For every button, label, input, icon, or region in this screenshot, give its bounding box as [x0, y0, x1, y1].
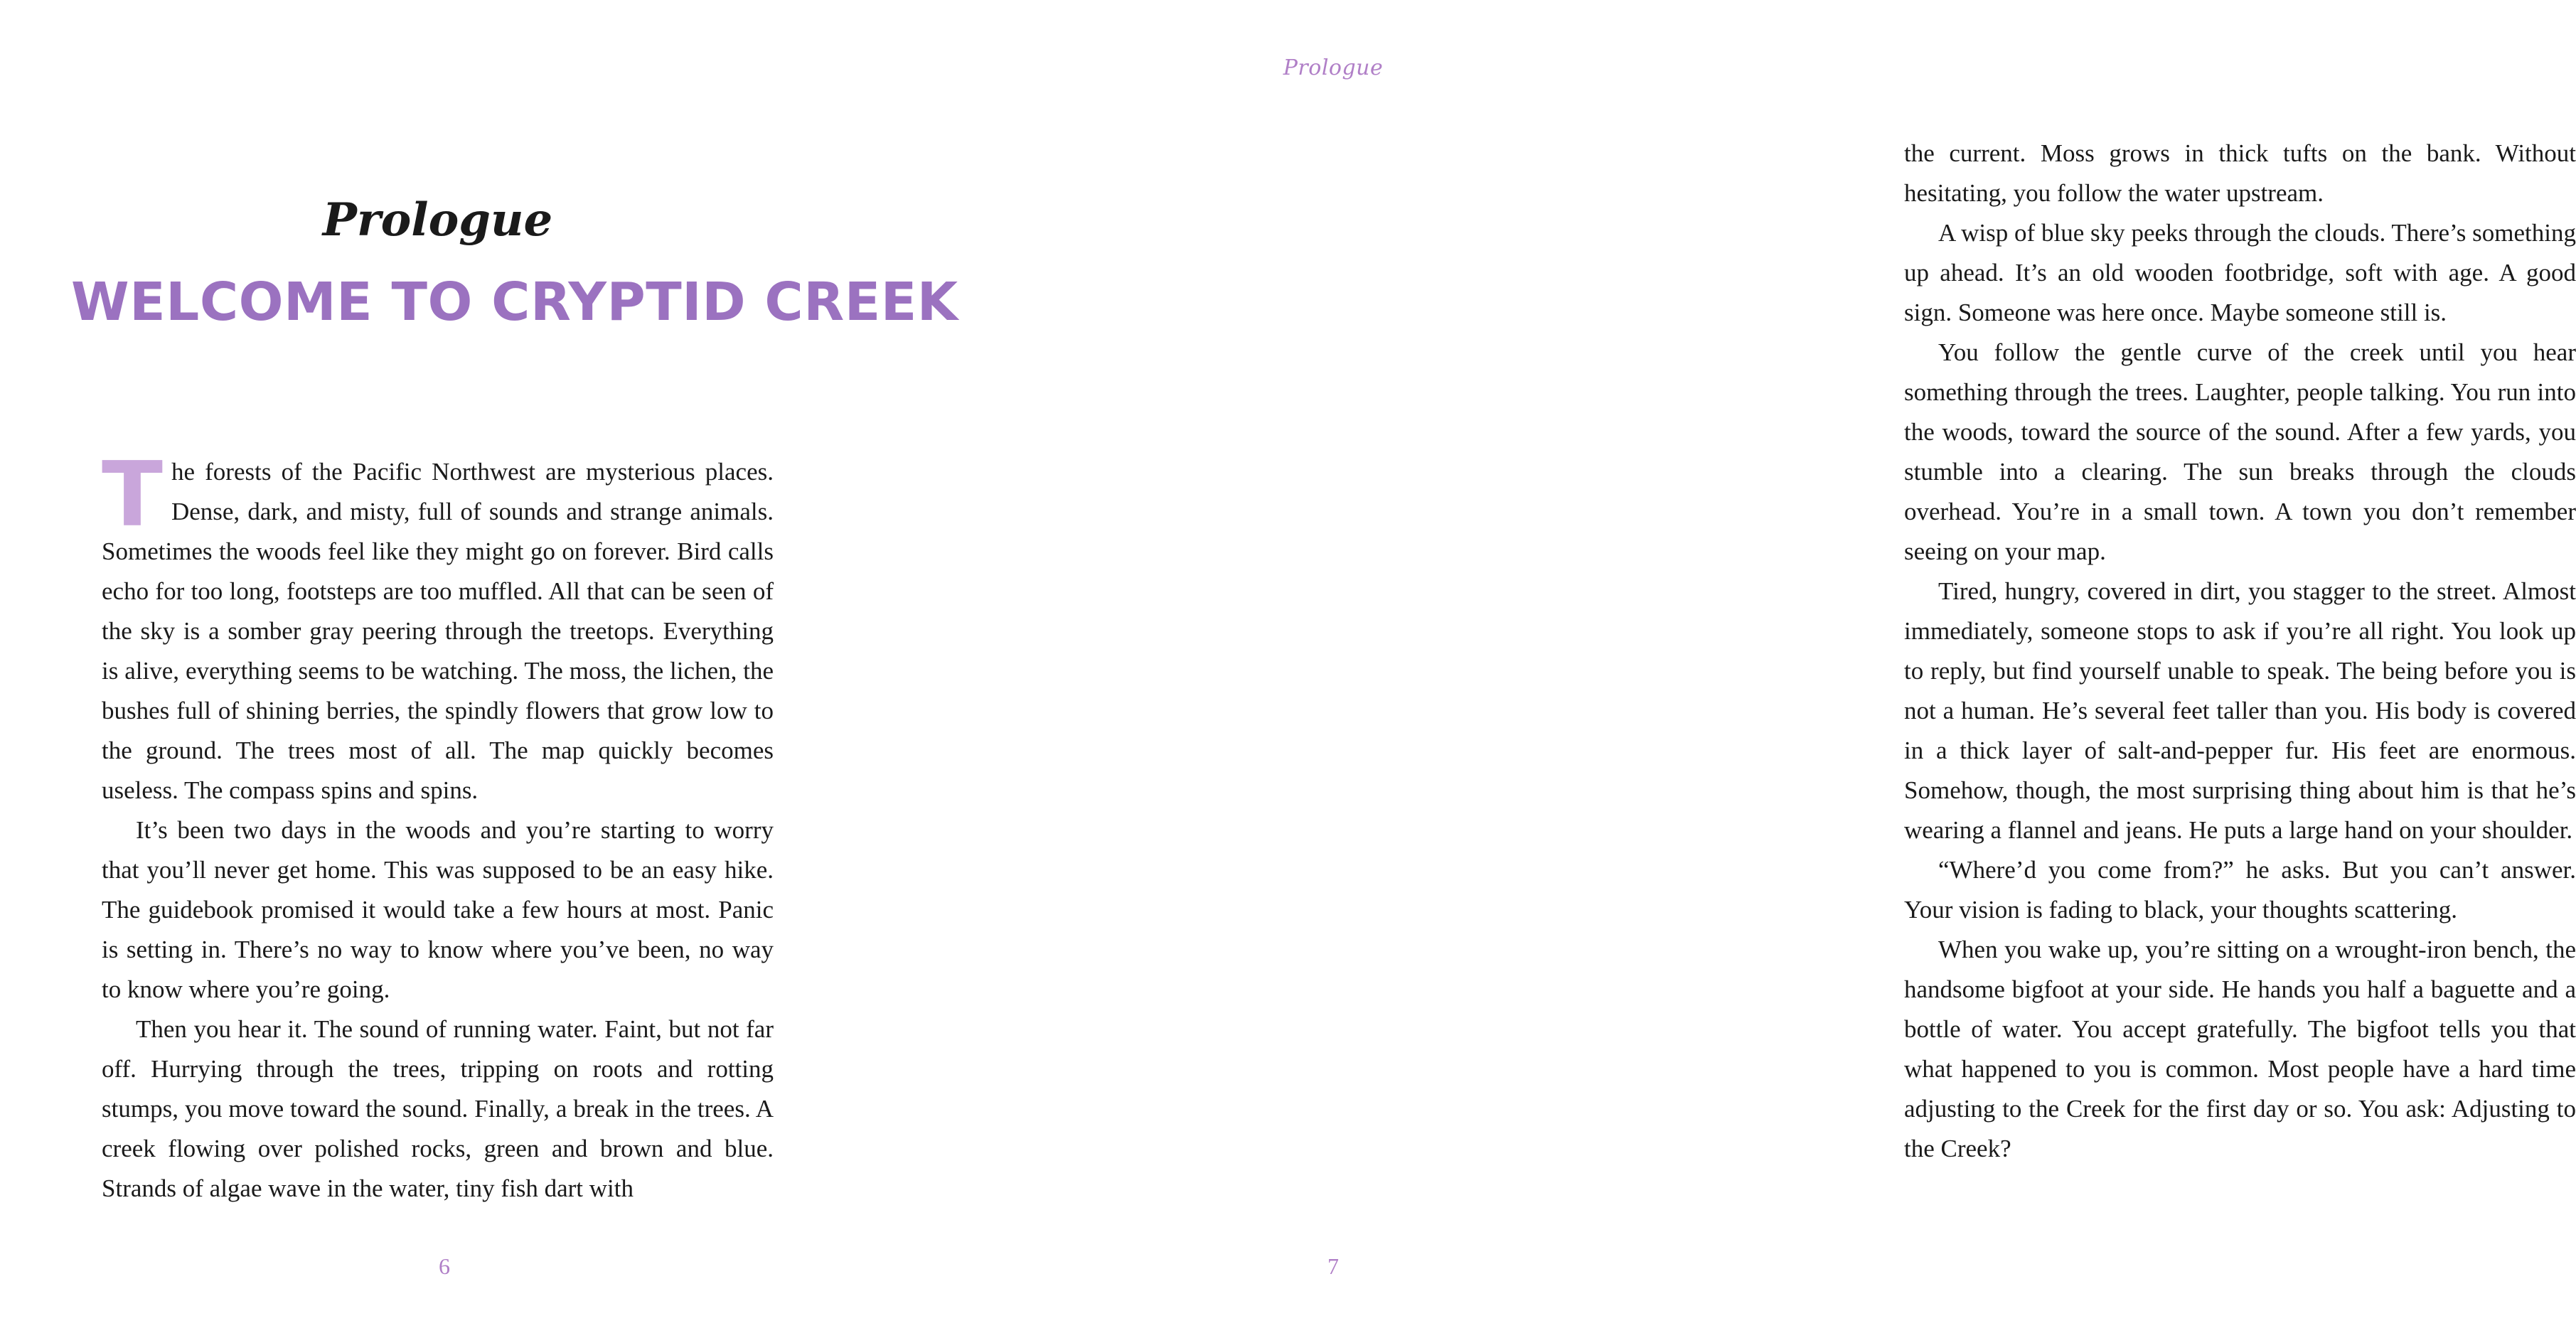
body-paragraph: A wisp of blue sky peeks through the clouds. There’s something up ahead. It’s an old wooden footbridge, soft with age. A good sign. Someone was here once. Maybe someone still is. [1904, 219, 2576, 326]
chapter-label: Prologue [322, 193, 553, 247]
opening-paragraph [102, 442, 774, 810]
left-body-text [102, 442, 774, 1209]
opening-paragraph-text: he forests of the Pacific Northwest are mysterious places. Dense, dark, and misty, full of sounds and strange animals. Sometimes the woods feel like they might go on forever. Bird calls echo for too long, footsteps are too muffled. All that can be seen of the sky is a somber gray peering through the treetops. Everything is alive, everything seems to be watching. The moss, the lichen, the bushes full of shining berries, the spindly flowers that grow low to the ground. The trees most of all. The map quickly becomes useless. The compass spins and spins. [102, 458, 774, 804]
page-number: 7 [1327, 1253, 1339, 1279]
body-paragraph: Then you hear it. The sound of running water. Faint, but not far off. Hurrying through the trees, tripping on roots and rotting stumps, you move toward the sound. Finally, a break in the trees. A creek flowing over polished rocks, green and brown and blue. Strands of algae wave in the water, tiny fish dart with [102, 1015, 774, 1202]
left-page [0, 0, 958, 1333]
body-paragraph: You follow the gentle curve of the creek until you hear something through the trees. Laughter, people talking. You run into the woods, toward the source of the sound. After a few yards, you stumble into a clearing. The sun breaks through the clouds overhead. You’re in a small town. A town you don’t remember seeing on your map. [1904, 338, 2576, 565]
running-head: Prologue [1283, 55, 1384, 80]
right-page [889, 0, 2576, 1333]
continued-paragraph: the current. Moss grows in thick tufts on the bank. Without hesitating, you follow the water upstream. [1904, 139, 2576, 207]
chapter-title: WELCOME TO CRYPTID CREEK [71, 272, 958, 333]
drop-cap: T [102, 442, 163, 547]
body-paragraph: “Where’d you come from?” he asks. But you can’t answer. Your vision is fading to black, your thoughts scattering. [1904, 856, 2576, 924]
body-paragraph: It’s been two days in the woods and you’re starting to worry that you’ll never get home. This was supposed to be an easy hike. The guidebook promised it would take a few hours at most. Panic is setting in. There’s no way to know where you’ve been, no way to know where you’re going. [102, 816, 774, 1003]
body-paragraph: When you wake up, you’re sitting on a wrought-iron bench, the handsome bigfoot at your side. He hands you half a baguette and a bottle of water. You accept gratefully. The bigfoot tells you that what happened to you is common. Most people have a hard time adjusting to the Creek for the first day or so. You ask: Adjusting to the Creek? [1904, 936, 2576, 1162]
page-number: 6 [439, 1253, 450, 1279]
right-body-text [1904, 134, 2576, 1169]
body-paragraph: Tired, hungry, covered in dirt, you stagger to the street. Almost immediately, someone stops to ask if you’re all right. You look up to reply, but find yourself unable to speak. The being before you is not a human. He’s several feet taller than you. His body is covered in a thick layer of salt-and-pepper fur. His feet are enormous. Somehow, though, the most surprising thing about him is that he’s wearing a flannel and jeans. He puts a large hand on your shoulder. [1904, 577, 2576, 844]
